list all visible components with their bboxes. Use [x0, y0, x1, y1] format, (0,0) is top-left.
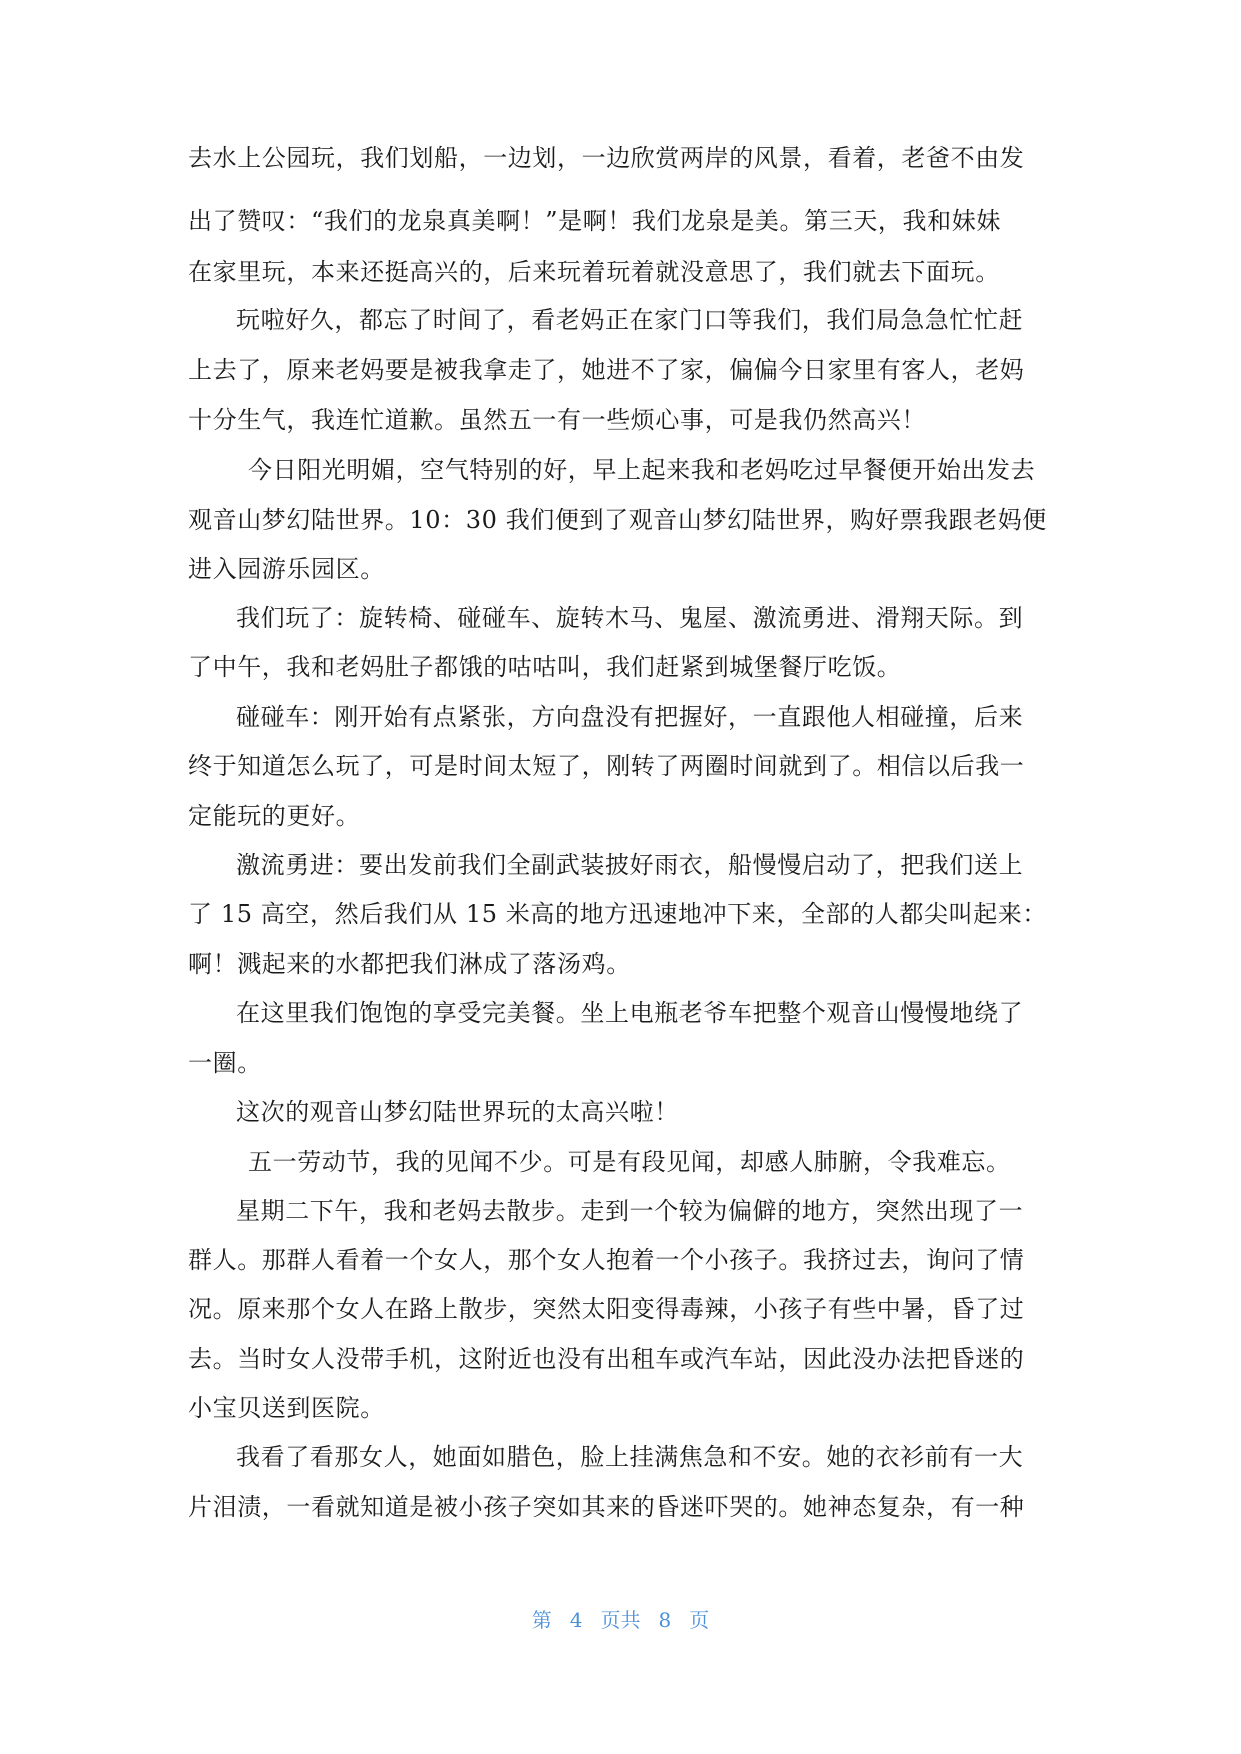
text-line: 星期二下午，我和老妈去散步。走到一个较为偏僻的地方，突然出现了一 — [236, 1197, 1024, 1225]
text-line: 我们玩了：旋转椅、碰碰车、旋转木马、鬼屋、激流勇进、滑翔天际。到 — [236, 604, 1024, 632]
text-line: 进入园游乐园区。 — [188, 555, 385, 583]
text-line: 小宝贝送到医院。 — [188, 1394, 385, 1422]
text-line: 出了赞叹：“我们的龙泉真美啊！”是啊！我们龙泉是美。第三天，我和妹妹 — [188, 207, 1001, 235]
text-line: 一圈。 — [188, 1049, 262, 1077]
page-label-middle: 页共 — [600, 1608, 641, 1632]
text-line: 激流勇进：要出发前我们全副武装披好雨衣，船慢慢启动了，把我们送上 — [236, 851, 1024, 879]
text-line: 碰碰车：刚开始有点紧张，方向盘没有把握好，一直跟他人相碰撞，后来 — [236, 703, 1024, 731]
text-line: 终于知道怎么玩了，可是时间太短了，刚转了两圈时间就到了。相信以后我一 — [188, 752, 1025, 780]
text-line: 上去了，原来老妈要是被我拿走了，她进不了家，偏偏今日家里有客人，老妈 — [188, 356, 1025, 384]
text-line: 今日阳光明媚，空气特别的好，早上起来我和老妈吃过早餐便开始出发去 — [248, 456, 1036, 484]
text-line: 群人。那群人看着一个女人，那个女人抱着一个小孩子。我挤过去，询问了情 — [188, 1246, 1025, 1274]
page-label-suffix: 页 — [689, 1608, 710, 1632]
page-label-prefix: 第 — [531, 1608, 552, 1632]
text-line: 啊！溅起来的水都把我们淋成了落汤鸡。 — [188, 950, 631, 978]
text-line: 了中午，我和老妈肚子都饿的咕咕叫，我们赶紧到城堡餐厅吃饭。 — [188, 653, 902, 681]
text-line: 定能玩的更好。 — [188, 802, 361, 830]
text-line: 十分生气，我连忙道歉。虽然五一有一些烦心事，可是我仍然高兴！ — [188, 406, 926, 434]
page-current-number: 4 — [569, 1608, 583, 1632]
text-line: 玩啦好久，都忘了时间了，看老妈正在家门口等我们，我们局急急忙忙赶 — [236, 306, 1024, 334]
text-line: 我看了看那女人，她面如腊色，脸上挂满焦急和不安。她的衣衫前有一大 — [236, 1443, 1024, 1471]
text-line: 在家里玩，本来还挺高兴的，后来玩着玩着就没意思了，我们就去下面玩。 — [188, 258, 1000, 286]
text-line: 去水上公园玩，我们划船，一边划，一边欣赏两岸的风景，看着，老爸不由发 — [188, 144, 1025, 172]
text-line: 去。当时女人没带手机，这附近也没有出租车或汽车站，因此没办法把昏迷的 — [188, 1345, 1025, 1373]
text-line: 观音山梦幻陆世界。10：30 我们便到了观音山梦幻陆世界，购好票我跟老妈便 — [188, 506, 1047, 534]
text-line: 况。原来那个女人在路上散步，突然太阳变得毒辣，小孩子有些中暑，昏了过 — [188, 1295, 1025, 1323]
page-total-number: 8 — [658, 1608, 672, 1632]
text-line: 五一劳动节，我的见闻不少。可是有段见闻，却感人肺腑，令我难忘。 — [248, 1148, 1011, 1176]
page-footer — [0, 1604, 1241, 1633]
text-line: 了 15 高空，然后我们从 15 米高的地方迅速地冲下来，全部的人都尖叫起来： — [188, 900, 1047, 928]
text-line: 在这里我们饱饱的享受完美餐。坐上电瓶老爷车把整个观音山慢慢地绕了 — [236, 999, 1024, 1027]
text-line: 这次的观音山梦幻陆世界玩的太高兴啦！ — [236, 1098, 679, 1126]
text-line: 片泪渍，一看就知道是被小孩子突如其来的昏迷吓哭的。她神态复杂，有一种 — [188, 1493, 1025, 1521]
